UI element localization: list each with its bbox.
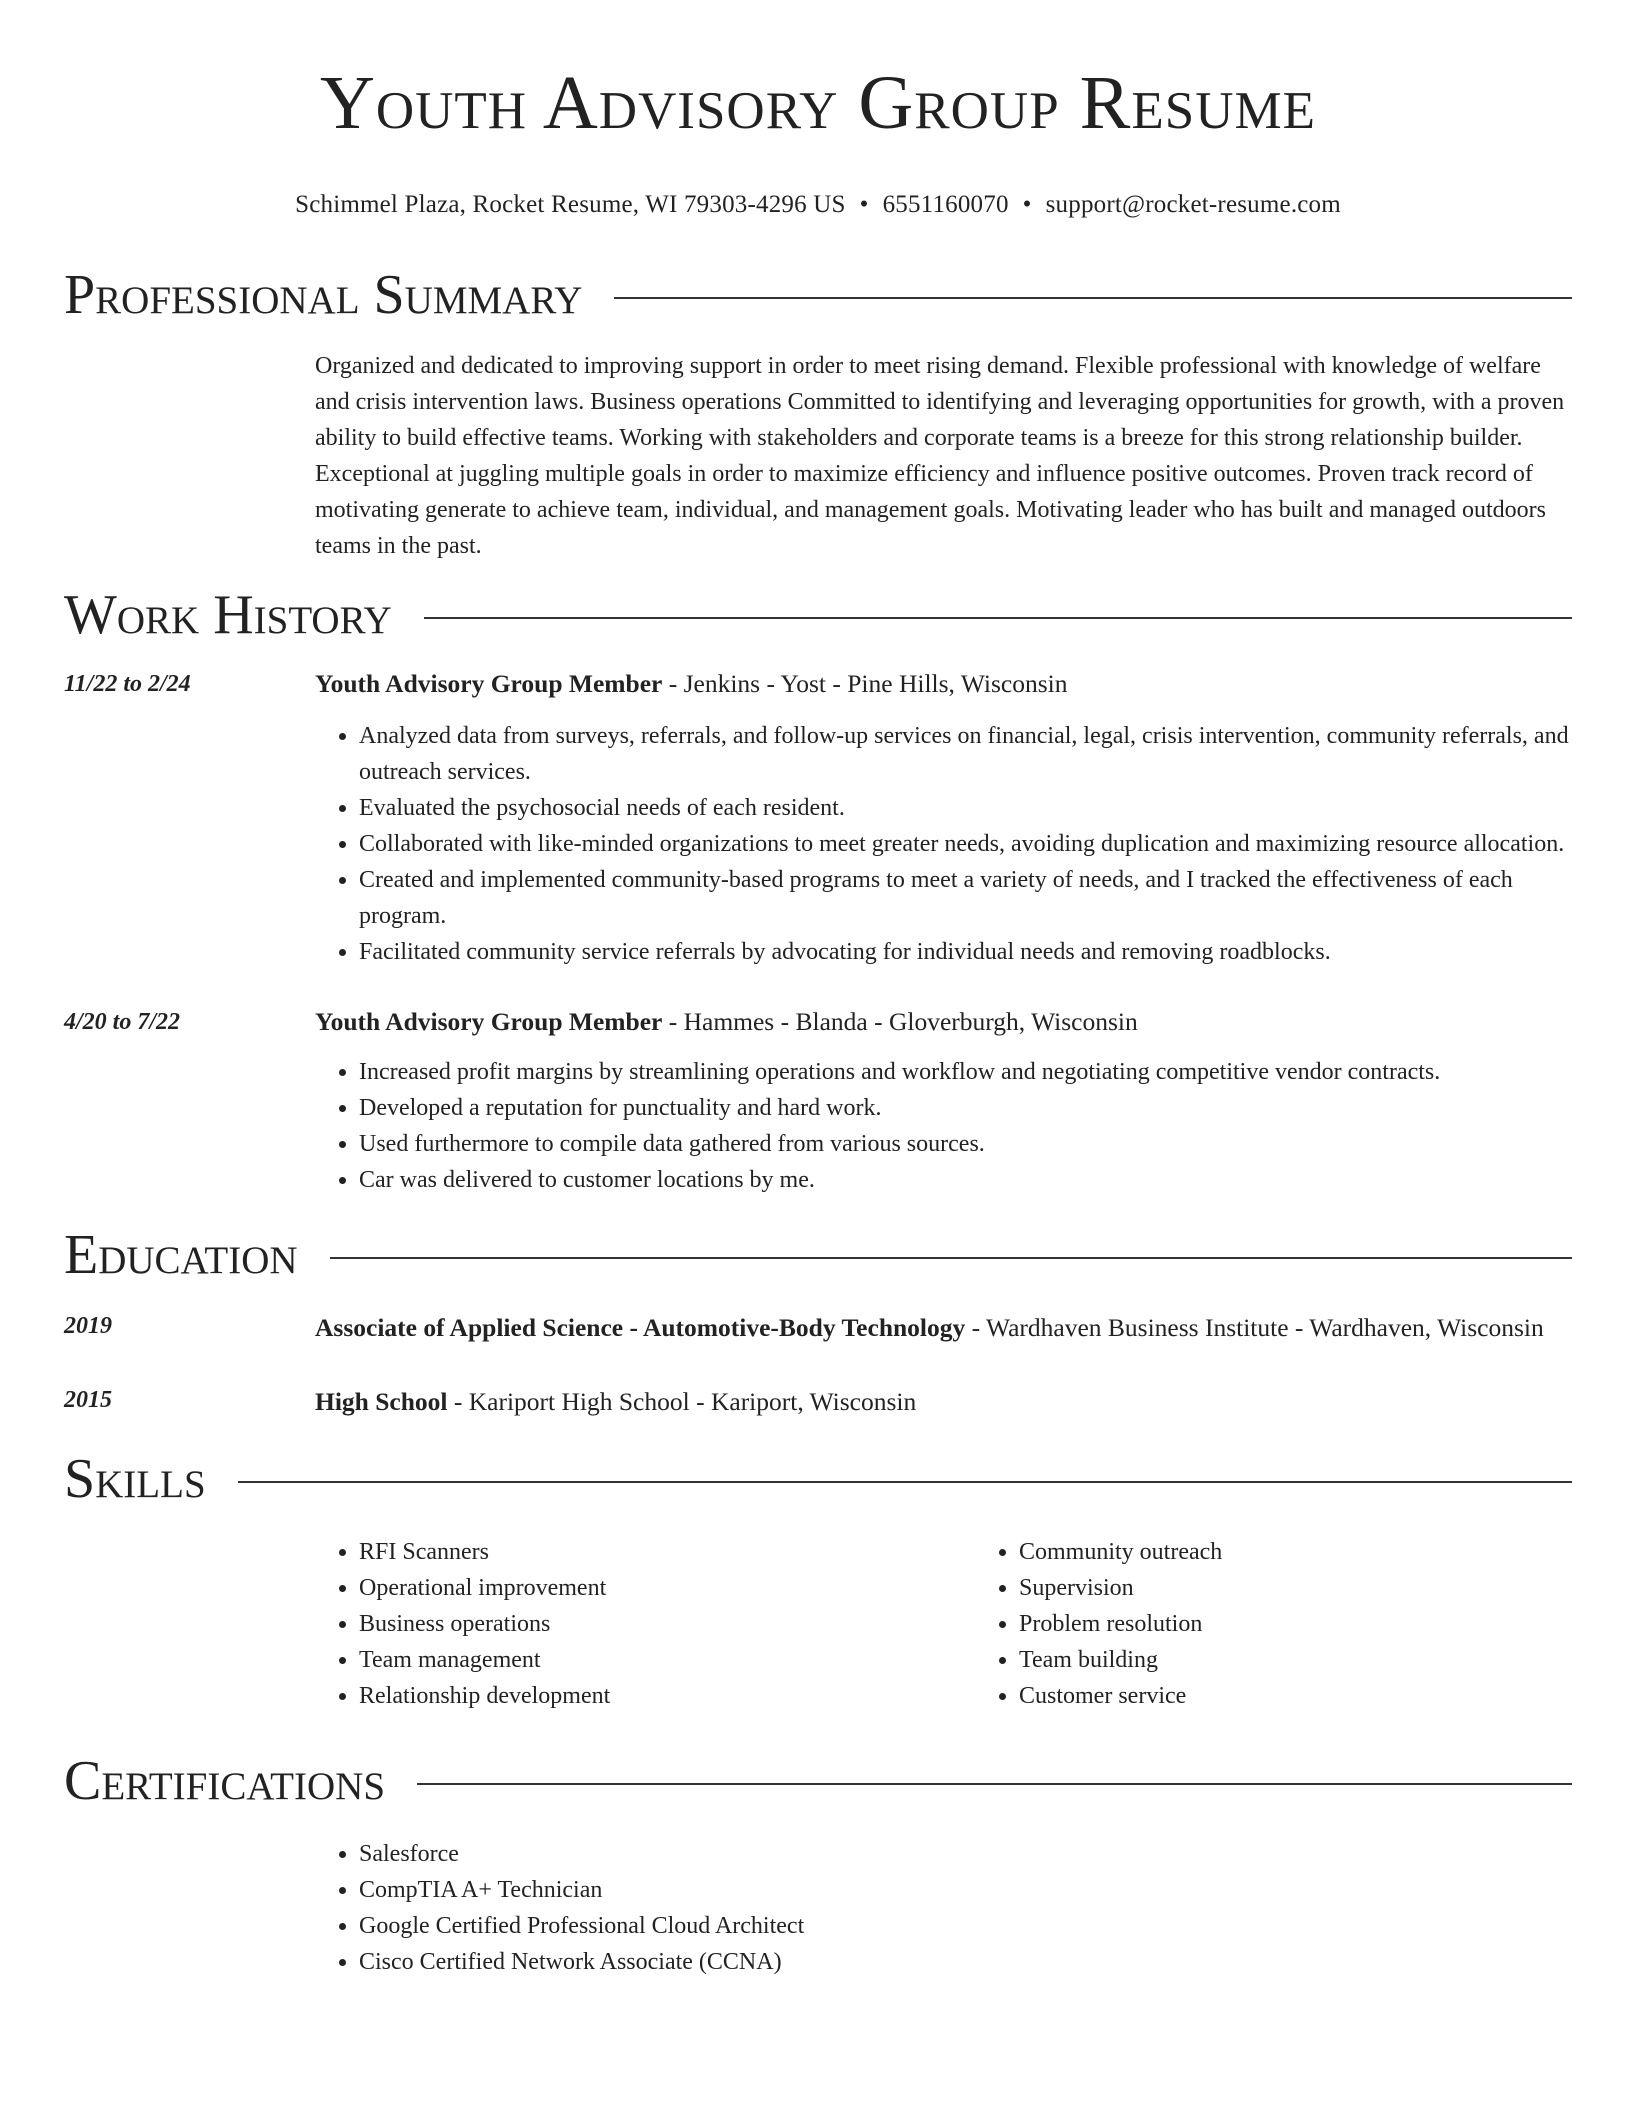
skills-list-right <box>975 1534 1632 1714</box>
certification-item: • Salesforce <box>359 1836 1572 1872</box>
job-dates: 4/20 to 7/22 <box>64 1009 181 1035</box>
skill-item: • Customer service <box>1019 1678 1632 1714</box>
skill-item: • RFI Scanners <box>359 1534 975 1570</box>
section-heading: Certifications <box>64 1750 386 1812</box>
section-divider <box>614 297 1572 299</box>
job-dates: 11/22 to 2/24 <box>64 671 191 697</box>
section-certifications-header <box>64 1748 1572 1814</box>
skill-item: • Team management <box>359 1642 975 1678</box>
job-bullet: • Created and implemented community-based programs to meet a variety of needs, and I tracked the effectiveness of each program. <box>359 862 1572 934</box>
summary-row <box>64 348 1572 564</box>
job-bullet: • Developed a reputation for punctuality and hard work. <box>359 1090 1572 1126</box>
certification-item: • Cisco Certified Network Associate (CCNA) <box>359 1944 1572 1980</box>
job-bullet: • Increased profit margins by streamlining operations and workflow and negotiating competitive vendor contracts. <box>359 1054 1572 1090</box>
section-heading: Skills <box>64 1448 206 1510</box>
section-education-header <box>64 1222 1572 1288</box>
education-year: 2019 <box>64 1313 112 1339</box>
job-details: - Hammes - Blanda - Gloverburgh, Wisconsin <box>662 1007 1138 1036</box>
section-divider <box>330 1257 1572 1259</box>
job-heading <box>315 666 1572 702</box>
job-bullet: • Facilitated community service referrals by advocating for individual needs and removing roadblocks. <box>359 934 1572 970</box>
job-bullet: • Analyzed data from surveys, referrals, and follow-up services on financial, legal, crisis intervention, community referrals, and outreach services. <box>359 718 1572 790</box>
job-entry <box>64 666 1572 970</box>
education-degree: Associate of Applied Science - Automotive-Body Technology <box>315 1313 966 1342</box>
job-title: Youth Advisory Group Member <box>315 1007 663 1036</box>
job-title: Youth Advisory Group Member <box>315 669 663 698</box>
job-bullet: • Car was delivered to customer locations by me. <box>359 1162 1572 1198</box>
skill-item: • Community outreach <box>1019 1534 1632 1570</box>
job-bullet: • Collaborated with like-minded organizations to meet greater needs, avoiding duplication and maximizing resource allocation. <box>359 826 1572 862</box>
job-details: - Jenkins - Yost - Pine Hills, Wisconsin <box>662 669 1068 698</box>
education-entry <box>64 1382 1572 1422</box>
skill-item: • Problem resolution <box>1019 1606 1632 1642</box>
job-entry <box>64 1004 1572 1198</box>
certifications-list <box>315 1836 1572 1980</box>
contact-separator: • <box>859 191 869 218</box>
job-bullet: • Evaluated the psychosocial needs of each resident. <box>359 790 1572 826</box>
section-summary-header <box>64 262 1572 328</box>
skills-row <box>64 1512 1572 1714</box>
job-bullets <box>315 1054 1572 1198</box>
job-bullets <box>315 718 1572 970</box>
skills-list-left <box>315 1534 975 1714</box>
resume-title: Youth Advisory Group Resume <box>319 61 1316 145</box>
contact-phone: 6551160070 <box>882 191 1009 218</box>
contact-line <box>64 188 1572 222</box>
summary-text: Organized and dedicated to improving support in order to meet rising demand. Flexible professional with knowledge of welfare and crisis intervention laws. Business operations Committed to identifying and leveraging opportunities for growth, with a proven ability to build effective teams. Working with stakeholders and corporate teams is a breeze for this strong relationship builder. Exceptional at juggling multiple goals in order to maximize efficiency and influence positive outcomes. Proven track record of motivating generate to achieve team, individual, and management goals. Motivating leader who has built and managed outdoors teams in the past. <box>315 353 1565 559</box>
contact-separator: • <box>1022 191 1032 218</box>
skill-item: • Operational improvement <box>359 1570 975 1606</box>
education-year: 2015 <box>64 1387 112 1413</box>
certifications-row <box>64 1836 1572 1980</box>
certification-item: • Google Certified Professional Cloud Architect <box>359 1908 1572 1944</box>
contact-address: Schimmel Plaza, Rocket Resume, WI 79303-4296 US <box>295 191 846 218</box>
education-degree: High School <box>315 1387 448 1416</box>
skill-item: • Supervision <box>1019 1570 1632 1606</box>
section-divider <box>238 1481 1572 1483</box>
skills-columns <box>315 1534 1632 1714</box>
section-heading: Education <box>64 1224 298 1286</box>
section-divider <box>417 1783 1572 1785</box>
section-heading: Professional Summary <box>64 264 583 326</box>
section-work-header <box>64 582 1572 648</box>
section-heading: Work History <box>64 584 392 646</box>
job-heading <box>315 1004 1572 1040</box>
job-bullet: • Used furthermore to compile data gathered from various sources. <box>359 1126 1572 1162</box>
section-divider <box>424 617 1572 619</box>
contact-email: support@rocket-resume.com <box>1045 191 1341 218</box>
education-details: - Wardhaven Business Institute - Wardhaven, Wisconsin <box>965 1313 1544 1342</box>
section-skills-header <box>64 1446 1572 1512</box>
certification-item: • CompTIA A+ Technician <box>359 1872 1572 1908</box>
education-entry <box>64 1308 1572 1348</box>
skill-item: • Team building <box>1019 1642 1632 1678</box>
skill-item: • Business operations <box>359 1606 975 1642</box>
skill-item: • Relationship development <box>359 1678 975 1714</box>
education-details: - Kariport High School - Kariport, Wisconsin <box>447 1387 917 1416</box>
